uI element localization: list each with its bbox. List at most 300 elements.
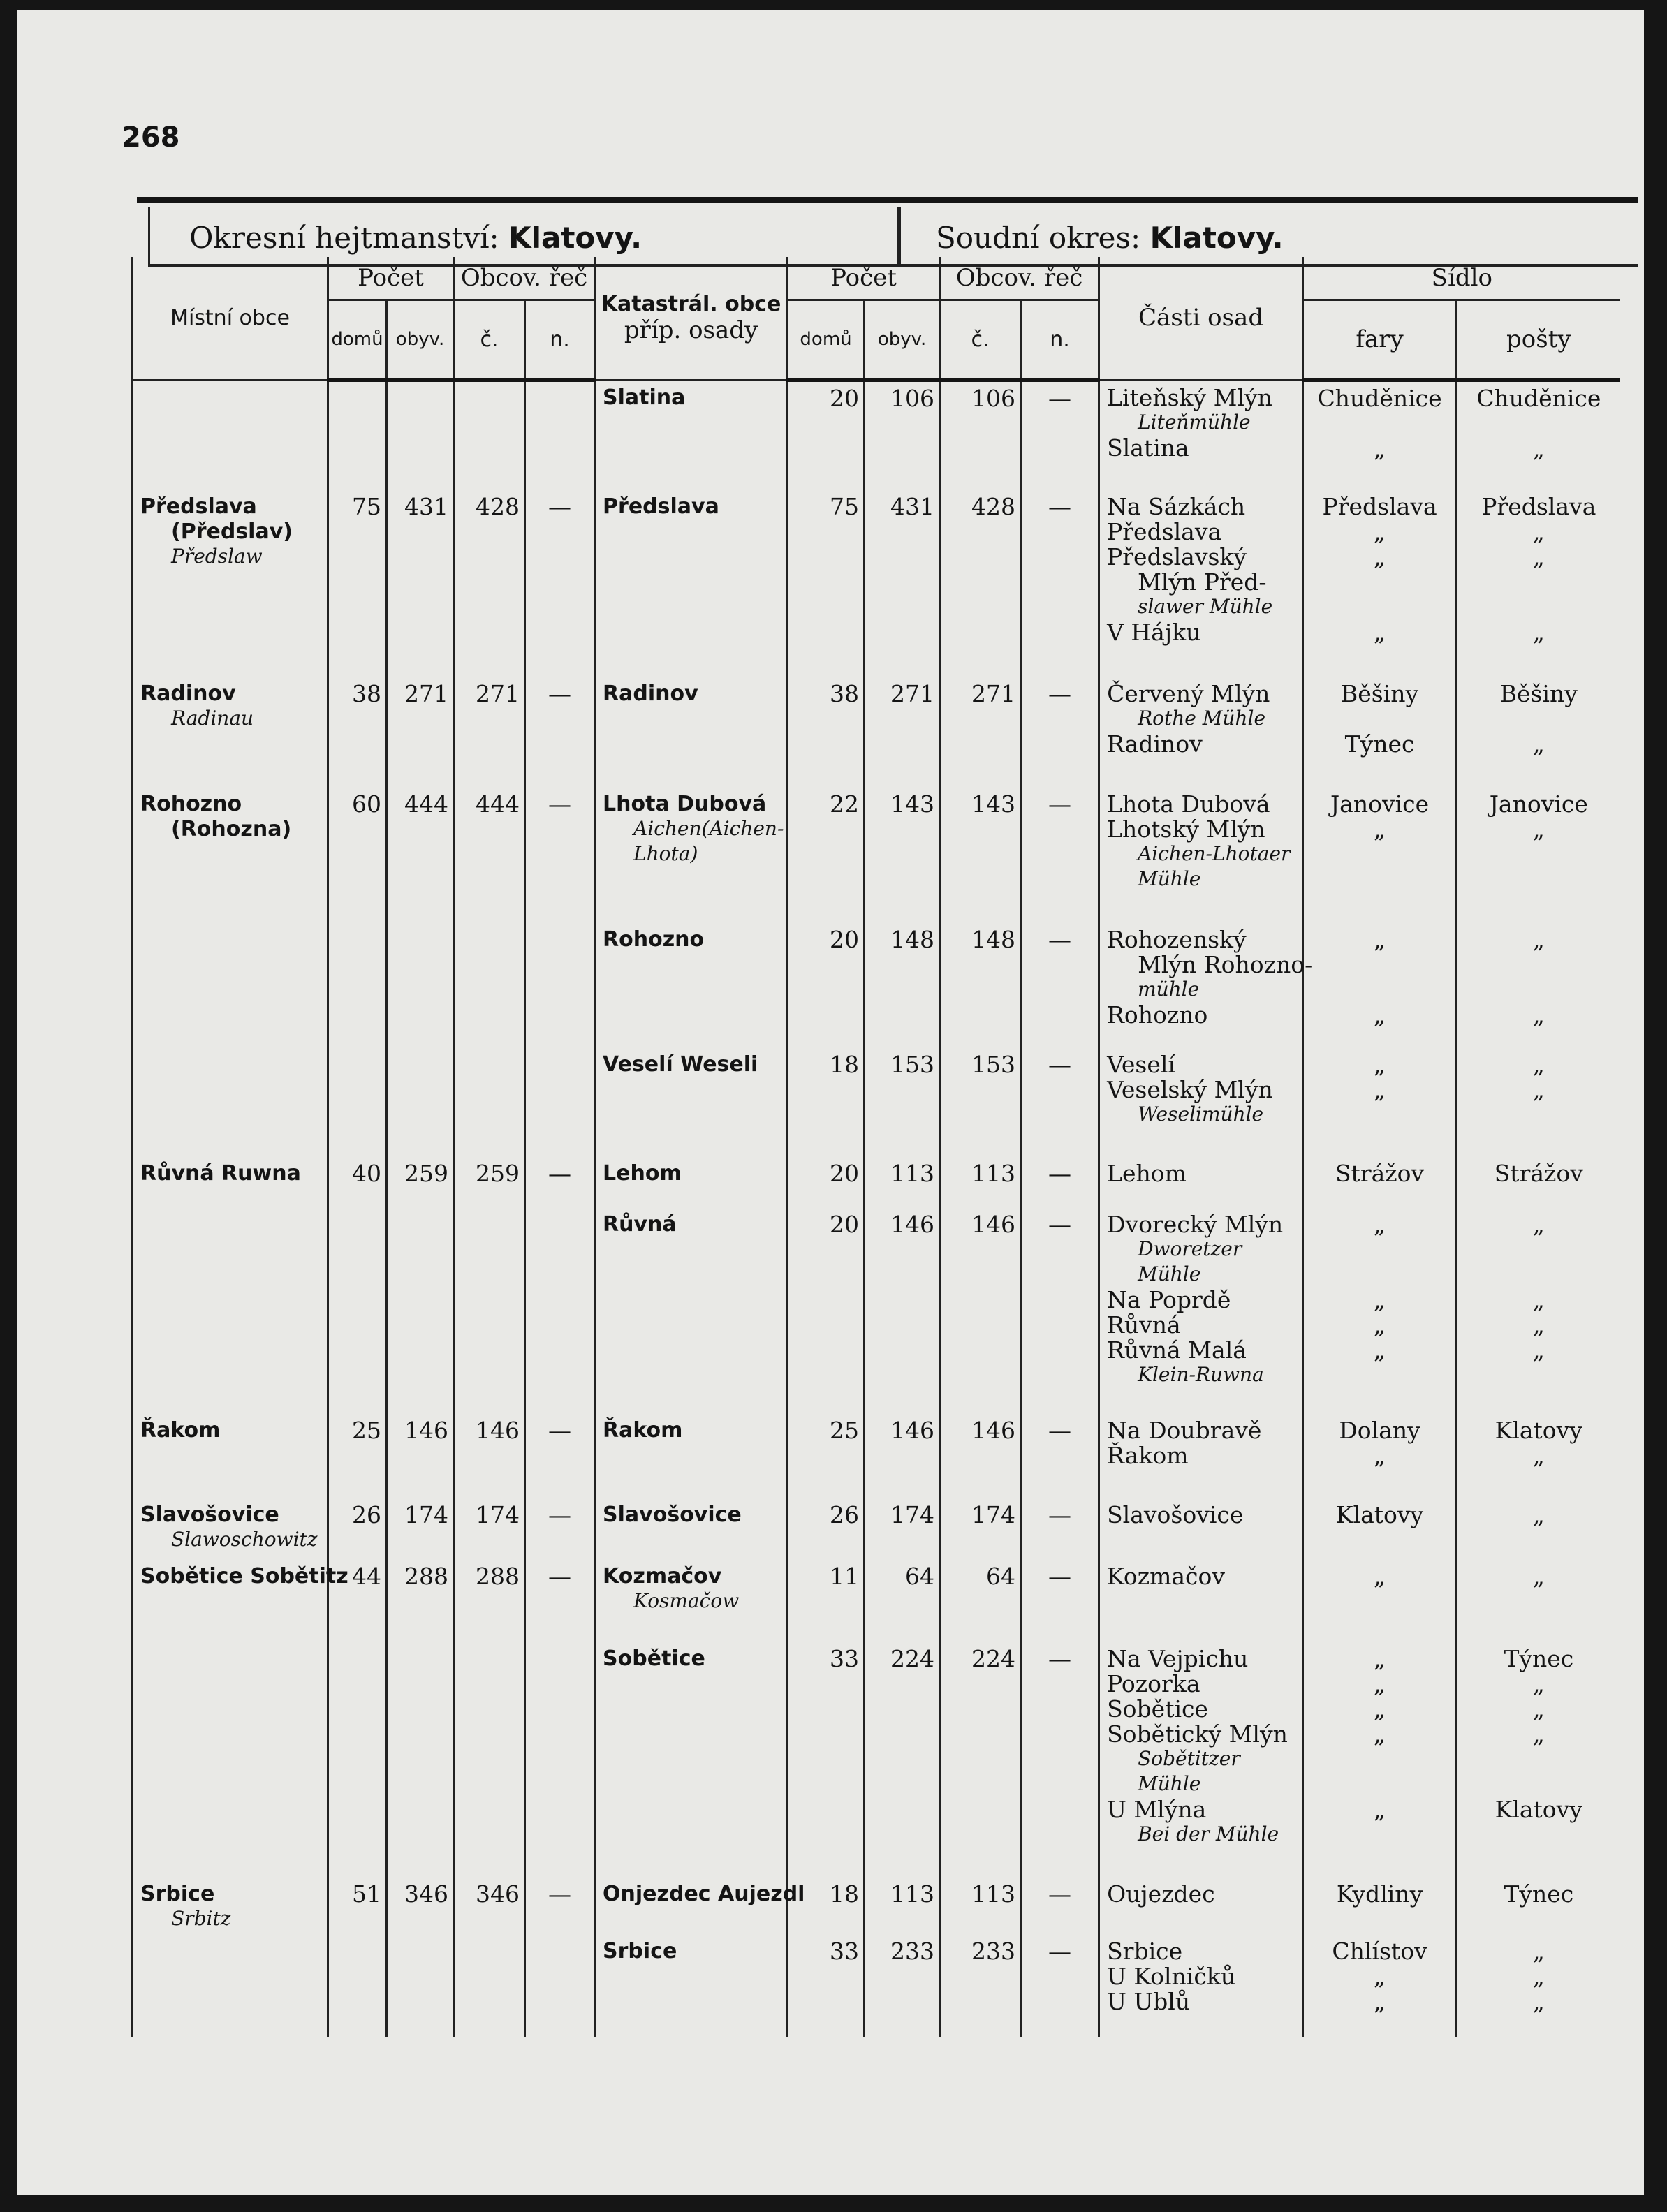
sidlo-posty-line: „ [1532, 1720, 1545, 1748]
cast-osady-line: slawer Mühle [1138, 594, 1273, 618]
katastral-kdomu-cell: 75 [788, 490, 865, 677]
district-value: Klatovy. [508, 221, 642, 255]
sidlo-posty-line: „ [1532, 517, 1545, 545]
obec-domu-cell: 75 [328, 490, 387, 677]
sidlo-posty-line [1457, 1772, 1620, 1797]
katastral-cell [595, 677, 788, 788]
obec-n-cell: — [525, 1878, 595, 1935]
mistni-obec-cell [133, 1414, 328, 1498]
obec-obyv-cell [387, 1048, 454, 1157]
katastral-kdomu-cell: 22 [788, 788, 865, 924]
mistni-obec-cell [133, 1560, 348, 1642]
obec-n-cell: — [525, 1560, 595, 1642]
katastral-line: Slatina [603, 385, 686, 410]
sidlo-fary-line: Janovice [1330, 790, 1430, 818]
sidlo-fary-line: „ [1374, 543, 1386, 570]
obec-n-cell [525, 923, 595, 1048]
casti-osad-cell [1099, 1208, 1303, 1414]
sidlo-fary-line: Týnec [1344, 730, 1415, 758]
katastral-kobyv-cell: 224 [865, 1642, 940, 1878]
katastral-kn-cell: — [1021, 380, 1099, 490]
sidlo-fary-line: Chlístov [1332, 1937, 1427, 1965]
district-label: Okresní hejtmanství: [189, 221, 499, 255]
cast-osady-line: Bei der Mühle [1138, 1822, 1279, 1846]
katastral-kn-cell: — [1021, 1048, 1099, 1157]
cast-osady-line: Sobětitzer [1138, 1747, 1240, 1771]
cast-osady-line: Sobětický Mlýn [1107, 1720, 1288, 1748]
cast-osady-line: U Mlýna [1107, 1796, 1207, 1824]
sidlo-posty-cell [1457, 1498, 1620, 1560]
katastral-line: Předslava [603, 494, 719, 519]
cast-osady-line: V Hájku [1107, 618, 1201, 646]
col-sidlo: Sídlo [1303, 257, 1620, 300]
obec-c-cell: 174 [454, 1498, 525, 1560]
obec-obyv-cell [387, 923, 454, 1048]
sidlo-posty-line: „ [1532, 815, 1545, 843]
obec-c-cell [454, 1048, 525, 1157]
mistni-obec-line: (Předslav) [171, 519, 293, 544]
sidlo-posty-cell [1457, 1208, 1620, 1414]
mistni-obec-cell [133, 1642, 328, 1878]
cast-osady-line: Radinov [1107, 730, 1203, 758]
sidlo-fary-line [1304, 978, 1455, 1003]
col-katastral [595, 257, 788, 380]
obec-obyv-cell: 444 [387, 788, 454, 924]
obec-c-cell: 146 [454, 1414, 525, 1498]
katastral-cell [595, 788, 788, 924]
obec-c-cell: 288 [454, 1560, 525, 1642]
sidlo-fary-line: „ [1374, 1796, 1386, 1824]
katastral-kobyv-cell: 233 [865, 1935, 940, 2037]
sidlo-fary-line: Klatovy [1335, 1501, 1424, 1528]
sidlo-posty-line: „ [1532, 1076, 1545, 1104]
obec-c-cell: 428 [454, 490, 525, 677]
table-row [133, 1208, 1620, 1414]
katastral-kc-cell: 113 [940, 1157, 1021, 1209]
sidlo-fary-line: „ [1374, 1311, 1386, 1339]
katastral-kobyv-cell: 153 [865, 1048, 940, 1157]
katastral-kc-cell: 106 [940, 380, 1021, 490]
katastral-kobyv-cell: 271 [865, 677, 940, 788]
sidlo-fary-line: „ [1374, 1695, 1386, 1723]
mistni-obec-cell [133, 677, 328, 788]
table-body [133, 380, 1620, 2037]
mistni-obec-line [140, 927, 327, 952]
obec-obyv-cell: 174 [387, 1498, 454, 1560]
cast-osady-line: Dworetzer [1138, 1237, 1242, 1261]
cast-osady-line: Na Poprdě [1107, 1286, 1231, 1314]
katastral-cell [595, 923, 788, 1048]
obec-obyv-cell: 288 [387, 1560, 454, 1642]
obec-domu-cell: 25 [328, 1414, 387, 1498]
sidlo-fary-line: „ [1374, 618, 1386, 646]
obec-n-cell [525, 380, 595, 490]
katastral-line [603, 411, 786, 436]
sidlo-fary-cell [1303, 1498, 1457, 1560]
sidlo-fary-line [1304, 1237, 1455, 1262]
obec-c-cell: 271 [454, 677, 525, 788]
cast-osady-line: Dvorecký Mlýn [1107, 1211, 1284, 1239]
sidlo-fary-line: Strážov [1335, 1159, 1425, 1187]
casti-osad-cell [1099, 1878, 1303, 1935]
obec-c-cell [454, 1935, 525, 2037]
sidlo-fary-line: Kydliny [1336, 1880, 1423, 1908]
sidlo-fary-cell [1303, 788, 1457, 924]
obec-obyv-cell [387, 380, 454, 490]
sidlo-posty-line: „ [1532, 926, 1545, 954]
obec-obyv-cell [387, 1642, 454, 1878]
sidlo-fary-line: Běšiny [1340, 679, 1419, 707]
table-row [133, 380, 1620, 490]
sidlo-fary-line: „ [1374, 1645, 1386, 1673]
obec-obyv-cell: 346 [387, 1878, 454, 1935]
katastral-cell [595, 1048, 788, 1157]
sidlo-posty-line [1457, 411, 1620, 436]
katastral-kc-cell: 153 [940, 1048, 1021, 1157]
sidlo-posty-cell [1457, 788, 1620, 924]
sidlo-fary-line: „ [1374, 1987, 1386, 2015]
sidlo-fary-line: „ [1374, 926, 1386, 954]
sidlo-posty-cell [1457, 380, 1620, 490]
cast-osady-line: mühle [1138, 978, 1200, 1001]
mistni-obec-line: Slavošovice [140, 1502, 279, 1527]
cast-osady-line: Lehom [1107, 1159, 1187, 1187]
katastral-kdomu-cell: 33 [788, 1642, 865, 1878]
sidlo-posty-line: „ [1532, 618, 1545, 646]
obec-n-cell [525, 1048, 595, 1157]
sidlo-fary-line: „ [1374, 517, 1386, 545]
sidlo-posty-line [1457, 952, 1620, 978]
col-domu: domů [328, 300, 387, 381]
cast-osady-line: Liteňský Mlýn [1107, 383, 1272, 411]
katastral-cell [595, 1560, 788, 1642]
cast-osady-line: Srbice [1107, 1937, 1183, 1965]
sidlo-posty-line: Běšiny [1499, 679, 1578, 707]
sidlo-fary-line [1304, 1747, 1455, 1772]
cast-osady-line: Rohozno [1107, 1001, 1208, 1029]
sidlo-fary-line [1304, 411, 1455, 436]
table-row [133, 1157, 1620, 1209]
katastral-line: Kosmačow [633, 1589, 740, 1613]
sidlo-fary-line: „ [1374, 1211, 1386, 1239]
katastral-cell [595, 490, 788, 677]
col-c: č. [454, 300, 525, 381]
katastral-kdomu-cell: 20 [788, 1208, 865, 1414]
col-obcov-rec: Obcov. řeč [454, 257, 595, 300]
sidlo-fary-line: „ [1374, 1441, 1386, 1469]
mistni-obec-line: Srbice [140, 1881, 215, 1906]
obec-obyv-cell: 431 [387, 490, 454, 677]
katastral-line: Lhota) [633, 841, 698, 865]
cast-osady-line: Řakom [1107, 1441, 1189, 1469]
katastral-kn-cell: — [1021, 1208, 1099, 1414]
sidlo-posty-line: Strážov [1494, 1159, 1583, 1187]
katastral-line: Rohozno [603, 927, 705, 952]
table-row [133, 490, 1620, 677]
sidlo-posty-line [1457, 1747, 1620, 1772]
mistni-obec-line: Předslaw [171, 544, 263, 568]
cast-osady-line: Kozmačov [1107, 1563, 1226, 1591]
mistni-obec-cell [133, 1157, 328, 1209]
mistni-obec-line: Řakom [140, 1417, 221, 1443]
sidlo-posty-line: „ [1532, 1311, 1545, 1339]
katastral-kn-cell: — [1021, 1414, 1099, 1498]
mistni-obec-cell [133, 788, 328, 924]
page-number: 268 [122, 121, 180, 154]
mistni-obec-cell [133, 1935, 328, 2037]
cast-osady-line: Rothe Mühle [1138, 706, 1266, 730]
mistni-obec-cell [133, 490, 328, 677]
sidlo-posty-cell [1457, 1414, 1620, 1498]
cast-osady-line: Mühle [1138, 1772, 1201, 1796]
sidlo-fary-line [1304, 1772, 1455, 1797]
obec-obyv-cell: 146 [387, 1414, 454, 1498]
katastral-kc-cell: 224 [940, 1642, 1021, 1878]
casti-osad-cell [1099, 788, 1303, 924]
cast-osady-line: Liteňmühle [1138, 410, 1251, 434]
obec-c-cell [454, 923, 525, 1048]
sidlo-posty-line: „ [1532, 1211, 1545, 1239]
sidlo-fary-line: „ [1374, 1962, 1386, 1990]
col-katastral-line1: Katastrál. obce [601, 291, 781, 316]
katastral-kdomu-cell: 20 [788, 380, 865, 490]
sidlo-posty-line: „ [1532, 1441, 1545, 1469]
cast-osady-line: Klein-Ruwna [1138, 1363, 1264, 1387]
cast-osady-line: Pozorka [1107, 1670, 1200, 1698]
mistni-obec-line: Radinov [140, 681, 236, 706]
katastral-kn-cell: — [1021, 1642, 1099, 1878]
katastral-kdomu-cell: 26 [788, 1498, 865, 1560]
katastral-kdomu-cell: 38 [788, 677, 865, 788]
katastral-kc-cell: 143 [940, 788, 1021, 924]
sidlo-fary-cell [1303, 1048, 1457, 1157]
cast-osady-line: Předslavský [1107, 543, 1247, 570]
mistni-obec-line: Předslava [140, 494, 257, 519]
katastral-kobyv-cell: 148 [865, 923, 940, 1048]
obec-c-cell [454, 1208, 525, 1414]
table-row [133, 1878, 1620, 1935]
katastral-line: Řakom [603, 1417, 683, 1443]
katastral-cell [595, 380, 788, 490]
table-row [133, 1560, 1620, 1642]
katastral-kc-cell: 428 [940, 490, 1021, 677]
mistni-obec-line: Slawoschowitz [171, 1527, 318, 1551]
katastral-kn-cell: — [1021, 923, 1099, 1048]
col-obyv: obyv. [387, 300, 454, 381]
cast-osady-line: Veselský Mlýn [1107, 1076, 1273, 1104]
casti-osad-cell [1099, 923, 1313, 1048]
katastral-kn-cell: — [1021, 1935, 1099, 2037]
katastral-line: Lehom [603, 1160, 682, 1186]
cast-osady-line: Lhotský Mlýn [1107, 815, 1265, 843]
katastral-line: Srbice [603, 1938, 677, 1963]
sidlo-posty-line: „ [1532, 543, 1545, 570]
katastral-kobyv-cell: 431 [865, 490, 940, 677]
obec-obyv-cell [387, 1208, 454, 1414]
sidlo-posty-line: Týnec [1504, 1880, 1574, 1908]
obec-domu-cell: 60 [328, 788, 387, 924]
sidlo-fary-line: „ [1374, 1720, 1386, 1748]
mistni-obec-line: Rohozno [140, 791, 242, 816]
sidlo-posty-line [1457, 1237, 1620, 1262]
sidlo-fary-cell [1303, 1878, 1457, 1935]
sidlo-fary-line: Chuděnice [1317, 385, 1442, 412]
casti-osad-cell [1099, 380, 1303, 490]
district-header [148, 207, 1640, 264]
cast-osady-line: Na Sázkách [1107, 492, 1246, 520]
sidlo-fary-line: „ [1374, 435, 1386, 462]
sidlo-posty-line: „ [1532, 1695, 1545, 1723]
katastral-kn-cell: — [1021, 1157, 1099, 1209]
sidlo-fary-cell [1303, 1560, 1457, 1642]
katastral-line: Sobětice [603, 1646, 705, 1672]
sidlo-fary-line: Dolany [1339, 1416, 1420, 1444]
obec-n-cell: — [525, 490, 595, 677]
sidlo-posty-cell [1457, 1157, 1620, 1209]
cast-osady-line: Mlýn Rohozno- [1138, 951, 1313, 979]
katastral-cell [595, 1878, 805, 1935]
katastral-line: Aichen(Aichen- [633, 816, 784, 840]
cast-osady-line: Rohozenský [1107, 926, 1247, 954]
sidlo-posty-cell [1457, 1878, 1620, 1935]
obec-n-cell: — [525, 677, 595, 788]
col-pocet: Počet [328, 257, 454, 300]
katastral-kdomu-cell: 11 [788, 1560, 865, 1642]
col-posty: pošty [1457, 300, 1620, 381]
katastral-kn-cell: — [1021, 1560, 1099, 1642]
katastral-kc-cell: 64 [940, 1560, 1021, 1642]
sidlo-posty-line: „ [1532, 435, 1545, 462]
mistni-obec-cell [133, 923, 328, 1048]
mistni-obec-line [140, 1212, 327, 1237]
sidlo-posty-line: „ [1532, 1670, 1545, 1698]
col-domu-2: domů [788, 300, 865, 381]
katastral-line: Slavošovice [603, 1502, 742, 1527]
katastral-line: Onjezdec Aujezdl [603, 1881, 805, 1906]
casti-osad-cell [1099, 1498, 1303, 1560]
obec-domu-cell [328, 1208, 387, 1414]
mistni-obec-line [140, 1646, 327, 1672]
sidlo-posty-line: „ [1532, 1336, 1545, 1364]
mistni-obec-line: Sobětice Sobětitz [140, 1564, 348, 1589]
sidlo-posty-line [1457, 1262, 1620, 1288]
cast-osady-line: Růvná Malá [1107, 1336, 1247, 1364]
cast-osady-line: Oujezdec [1107, 1880, 1215, 1908]
sidlo-fary-cell [1303, 1157, 1457, 1209]
sidlo-posty-cell [1457, 923, 1620, 1048]
sidlo-fary-line [1304, 707, 1455, 732]
katastral-kc-cell: 148 [940, 923, 1021, 1048]
sidlo-posty-line: „ [1532, 1937, 1545, 1965]
obec-obyv-cell: 271 [387, 677, 454, 788]
col-fary: fary [1303, 300, 1457, 381]
cast-osady-line: Veselí [1107, 1051, 1175, 1079]
sidlo-posty-cell [1457, 1560, 1620, 1642]
sidlo-fary-cell [1303, 1642, 1457, 1878]
table-row [133, 677, 1620, 788]
obec-c-cell [454, 1642, 525, 1878]
casti-osad-cell [1099, 1935, 1303, 2037]
mistni-obec-line: (Rohozna) [171, 816, 292, 841]
col-c-2: č. [940, 300, 1021, 381]
sidlo-fary-line: „ [1374, 1563, 1386, 1591]
obec-domu-cell [328, 1935, 387, 2037]
sidlo-fary-cell [1303, 923, 1457, 1048]
katastral-line: Lhota Dubová [603, 791, 767, 816]
sidlo-fary-line: Předslava [1322, 492, 1437, 520]
sidlo-fary-cell [1303, 1935, 1457, 2037]
katastral-line: Růvná [603, 1212, 677, 1237]
obec-domu-cell [328, 1642, 387, 1878]
cast-osady-line: Slatina [1107, 434, 1189, 462]
cast-osady-line: Aichen-Lhotaer [1138, 841, 1291, 865]
table-row [133, 788, 1620, 924]
sidlo-posty-line: Janovice [1489, 790, 1588, 818]
katastral-kobyv-cell: 146 [865, 1414, 940, 1498]
mistni-obec-cell [133, 1878, 328, 1935]
obec-n-cell [525, 1208, 595, 1414]
obec-obyv-cell [387, 1935, 454, 2037]
sidlo-fary-line [1304, 570, 1455, 595]
sidlo-posty-line: „ [1532, 1563, 1545, 1591]
obec-c-cell: 444 [454, 788, 525, 924]
col-n-2: n. [1021, 300, 1099, 381]
casti-osad-cell [1099, 677, 1303, 788]
sidlo-fary-cell [1303, 1208, 1457, 1414]
katastral-cell [595, 1642, 788, 1878]
obec-domu-cell [328, 380, 387, 490]
sidlo-fary-cell [1303, 490, 1457, 677]
cast-osady-line: Mühle [1138, 1262, 1201, 1286]
court-label: Soudní okres: [936, 221, 1141, 255]
sidlo-posty-cell [1457, 677, 1620, 788]
katastral-kc-cell: 271 [940, 677, 1021, 788]
cast-osady-line: Slavošovice [1107, 1501, 1244, 1528]
obec-c-cell: 346 [454, 1878, 525, 1935]
katastral-cell [595, 1157, 788, 1209]
casti-osad-cell [1099, 490, 1303, 677]
obec-domu-cell: 51 [328, 1878, 387, 1935]
top-rule [137, 197, 1638, 203]
katastral-kobyv-cell: 106 [865, 380, 940, 490]
katastral-kn-cell: — [1021, 1498, 1099, 1560]
sidlo-posty-line: Klatovy [1495, 1416, 1582, 1444]
col-obyv-2: obyv. [865, 300, 940, 381]
mistni-obec-cell [133, 1048, 328, 1157]
casti-osad-cell [1099, 1414, 1303, 1498]
cast-osady-line: Červený Mlýn [1107, 679, 1270, 707]
sidlo-posty-cell [1457, 490, 1620, 677]
mistni-obec-cell [133, 1498, 328, 1560]
obec-n-cell [525, 1642, 595, 1878]
obec-n-cell: — [525, 788, 595, 924]
mistni-obec-line: Radinau [171, 706, 254, 730]
katastral-line: Radinov [603, 681, 698, 706]
obec-c-cell [454, 380, 525, 490]
sidlo-fary-line: „ [1374, 1051, 1386, 1079]
cast-osady-line: Lhota Dubová [1107, 790, 1270, 818]
sidlo-posty-line: „ [1532, 730, 1545, 758]
katastral-cell [595, 1414, 788, 1498]
mistni-obec-line [140, 385, 327, 411]
table-row [133, 1935, 1620, 2037]
mistni-obec-line [140, 1939, 327, 1964]
sidlo-posty-cell [1457, 1935, 1620, 2037]
table-row [133, 1498, 1620, 1560]
sidlo-fary-line: „ [1374, 1670, 1386, 1698]
mistni-obec-cell [133, 380, 328, 490]
katastral-kn-cell: — [1021, 1878, 1099, 1935]
